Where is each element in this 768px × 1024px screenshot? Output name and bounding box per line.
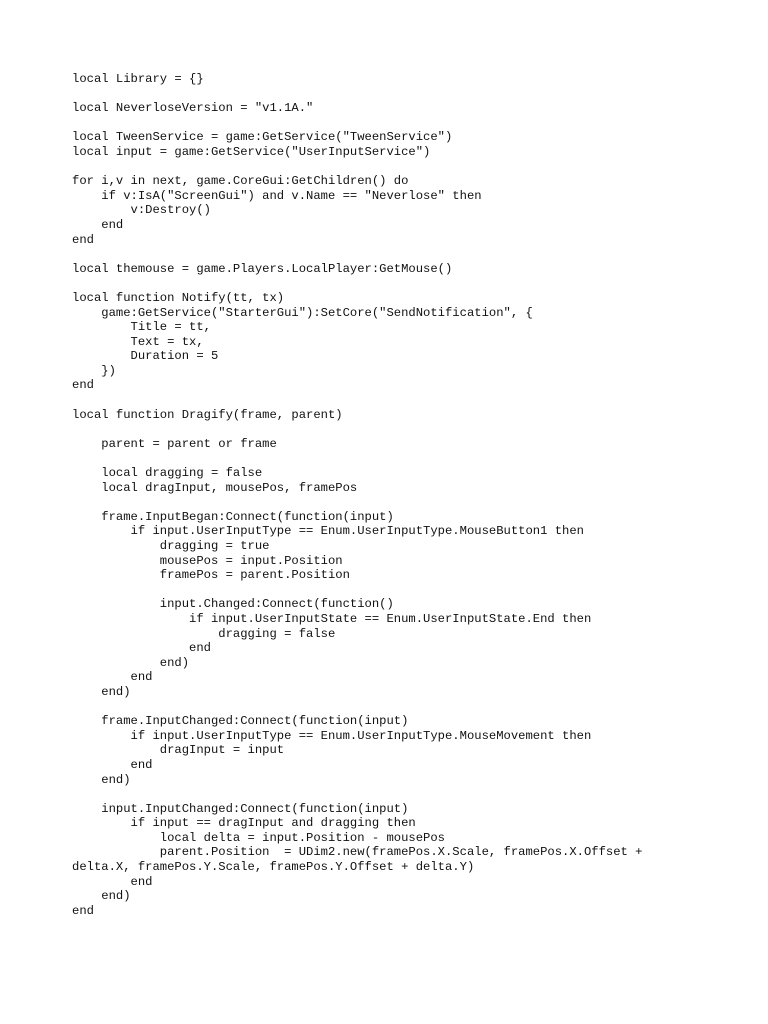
- code-line: v:Destroy(): [72, 203, 211, 218]
- code-line: [72, 276, 732, 291]
- code-line: end: [72, 757, 153, 772]
- code-line: [72, 700, 732, 715]
- code-line: [72, 583, 732, 598]
- code-line: [72, 393, 732, 408]
- code-line: if input.UserInputType == Enum.UserInputType.MouseButton1 then: [72, 524, 584, 539]
- code-line: mousePos = input.Position: [72, 553, 343, 568]
- code-line: local dragging = false: [72, 466, 263, 481]
- code-line: local themouse = game.Players.LocalPlayer:GetMouse(): [72, 261, 453, 276]
- code-line: local Library = {}: [72, 72, 204, 86]
- code-line: Duration = 5: [72, 349, 219, 364]
- code-line: [72, 495, 732, 510]
- code-line: [72, 116, 732, 131]
- code-line: end: [72, 378, 94, 393]
- code-line: end): [72, 684, 131, 699]
- code-block: [72, 72, 732, 918]
- code-line: delta.X, framePos.Y.Scale, framePos.Y.Offset + delta.Y): [72, 860, 475, 875]
- code-line: local TweenService = game:GetService("TweenService"): [72, 130, 453, 145]
- code-line: [72, 451, 732, 466]
- code-line: Title = tt,: [72, 320, 211, 335]
- code-line: framePos = parent.Position: [72, 568, 350, 583]
- code-line: if input.UserInputType == Enum.UserInputType.MouseMovement then: [72, 728, 592, 743]
- code-line: if v:IsA("ScreenGui") and v.Name == "Neverlose" then: [72, 188, 482, 203]
- code-line: end): [72, 889, 131, 904]
- code-line: end: [72, 903, 94, 918]
- code-line: for i,v in next, game.CoreGui:GetChildren() do: [72, 174, 409, 189]
- code-line: [72, 787, 732, 802]
- code-line: [72, 87, 732, 102]
- code-line: dragging = true: [72, 539, 270, 553]
- code-line: end: [72, 874, 153, 889]
- code-line: if input == dragInput and dragging then: [72, 816, 416, 831]
- code-line: local input = game:GetService("UserInputService"): [72, 144, 431, 159]
- code-line: end: [72, 641, 211, 656]
- code-line: local function Notify(tt, tx): [72, 290, 285, 305]
- code-line: end): [72, 772, 131, 787]
- code-line: input.InputChanged:Connect(function(input): [72, 801, 409, 816]
- code-line: end: [72, 670, 153, 685]
- code-line: end: [72, 232, 94, 247]
- code-line: frame.InputBegan:Connect(function(input): [72, 509, 394, 524]
- code-line: end): [72, 655, 190, 670]
- code-line: local dragInput, mousePos, framePos: [72, 480, 358, 495]
- code-line: [72, 247, 732, 262]
- code-line: local NeverloseVersion = "v1.1A.": [72, 101, 314, 116]
- code-line: dragInput = input: [72, 743, 285, 758]
- code-line: frame.InputChanged:Connect(function(input): [72, 714, 409, 729]
- code-line: parent = parent or frame: [72, 436, 277, 451]
- code-line: dragging = false: [72, 626, 336, 641]
- code-line: [72, 422, 732, 437]
- code-line: local function Dragify(frame, parent): [72, 407, 343, 422]
- code-line: game:GetService("StarterGui"):SetCore("SendNotification", {: [72, 305, 533, 320]
- code-line: Text = tx,: [72, 334, 204, 349]
- code-line: end: [72, 217, 124, 232]
- code-line: if input.UserInputState == Enum.UserInputState.End then: [72, 611, 592, 626]
- code-line: [72, 160, 732, 175]
- code-line: parent.Position = UDim2.new(framePos.X.Scale, framePos.X.Offset +: [72, 845, 643, 860]
- code-line: }): [72, 363, 116, 378]
- code-line: local delta = input.Position - mousePos: [72, 830, 445, 845]
- code-line: input.Changed:Connect(function(): [72, 597, 394, 612]
